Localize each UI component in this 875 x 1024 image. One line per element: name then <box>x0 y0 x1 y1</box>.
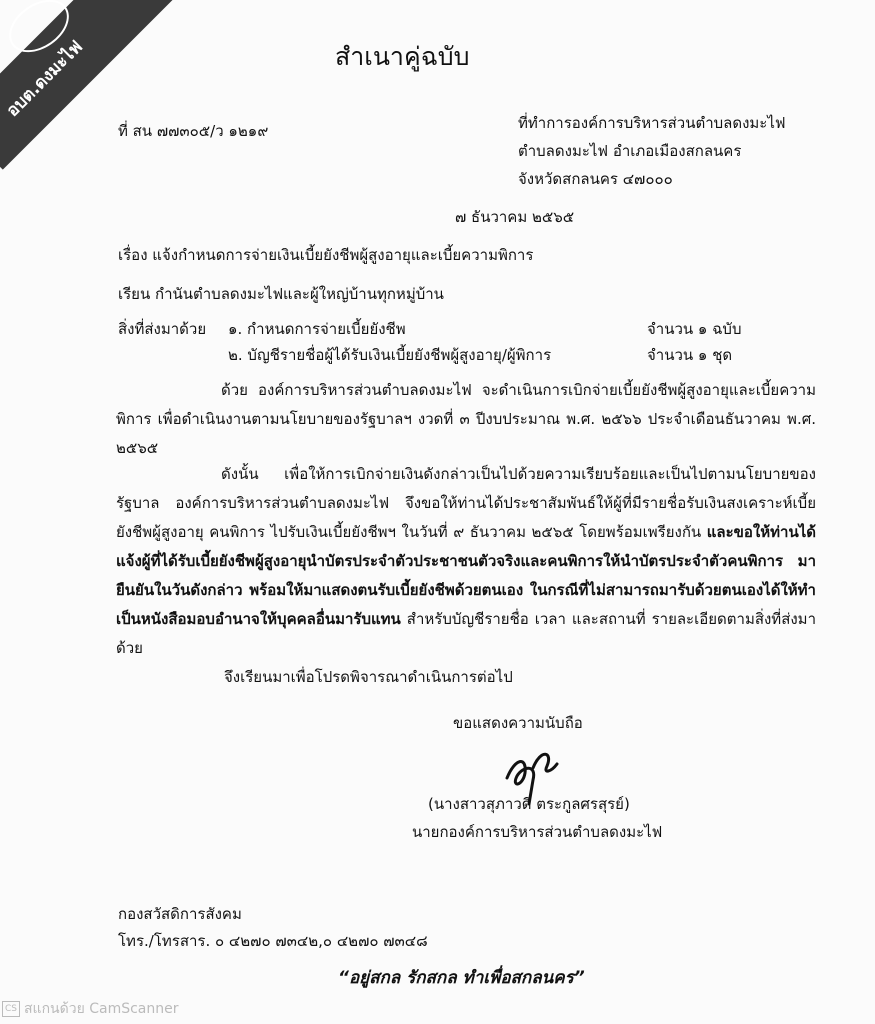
office-address-line-2: ตำบลดงมะไฟ อำเภอเมืองสกลนคร <box>518 142 742 160</box>
corner-stamp-text: อบต.ดงมะไฟ <box>2 36 87 121</box>
slogan: “อยู่สกล รักสกล ทำเพื่อสกลนคร” <box>338 968 585 988</box>
enclosure-qty-2: จำนวน ๑ ชุด <box>647 346 733 364</box>
enclosure-item-2: ๒. บัญชีรายชื่อผู้ได้รับเงินเบี้ยยังชีพผู้สูงอายุ/ผู้พิการ <box>228 346 552 364</box>
salutation: ขอแสดงความนับถือ <box>453 714 583 732</box>
body-paragraph-1: ด้วย องค์การบริหารส่วนตำบลดงมะไฟ จะดำเนินการเบิกจ่ายเบี้ยยังชีพผู้สูงอายุและเบี้ยความพิการ เพื่อดำเนินงานตามนโยบายของรัฐบาลฯ งวดที่ ๓ ปีงบประมาณ พ.ศ. ๒๕๖๖ ประจำเดือนธันวาคม พ.ศ. ๒๕๖๕ <box>116 381 816 457</box>
paragraph-2-emphasis: และขอให้ท่านได้แจ้งผู้ที่ได้รับเบี้ยยังชีพผู้สูงอายุนำบัตรประจำตัวประชาชนตัวจริงและคนพิการให้นำบัตรประจำตัวคนพิการ มายืนยันในวันดังกล่าว พร้อมให้มาแสดงตนรับเบี้ยยังชีพด้วยตนเอง ในกรณีที่ไม่สามารถมารับด้วยตนเองได้ให้ทำเป็นหนังสือมอบอำนาจให้บุคคลอื่นมารับแทน <box>116 523 816 628</box>
copy-title: สำเนาคู่ฉบับ <box>335 42 470 71</box>
phone-fax: โทร./โทรสาร. ๐ ๔๒๗๐ ๗๓๔๒,๐ ๔๒๗๐ ๗๓๔๘ <box>118 932 428 950</box>
camscanner-icon: CS <box>2 1001 20 1017</box>
scanner-watermark <box>2 998 179 1020</box>
enclosure-label: สิ่งที่ส่งมาด้วย <box>118 320 207 338</box>
recipient: เรียน กำนันตำบลดงมะไฟและผู้ใหญ่บ้านทุกหมู่บ้าน <box>118 285 444 303</box>
signer-title: นายกองค์การบริหารส่วนตำบลดงมะไฟ <box>412 823 663 841</box>
signer-name: (นางสาวสุภาวดี ตระกูลศรสุรย์) <box>428 795 630 813</box>
enclosure-qty-1: จำนวน ๑ ฉบับ <box>647 320 742 338</box>
office-address-line-3: จังหวัดสกลนคร ๔๗๐๐๐ <box>518 170 673 188</box>
body-paragraph-2 <box>116 460 816 663</box>
closing-request: จึงเรียนมาเพื่อโปรดพิจารณาดำเนินการต่อไป <box>224 668 513 686</box>
paragraph-2-tail: สำหรับบัญชีรายชื่อ เวลา และสถานที่ รายละเอียดตามสิ่งที่ส่งมาด้วย <box>116 610 816 657</box>
document-date: ๗ ธันวาคม ๒๕๖๕ <box>455 208 575 226</box>
document-number: ที่ สน ๗๗๓๐๕/ว ๑๒๑๙ <box>118 122 269 140</box>
scanner-note: สแกนด้วย CamScanner <box>24 1001 179 1017</box>
enclosure-item-1: ๑. กำหนดการจ่ายเบี้ยยังชีพ <box>228 320 406 338</box>
subject: เรื่อง แจ้งกำหนดการจ่ายเงินเบี้ยยังชีพผู้สูงอายุและเบี้ยความพิการ <box>118 246 534 264</box>
office-address-line-1: ที่ทำการองค์การบริหารส่วนตำบลดงมะไฟ <box>518 114 786 132</box>
paragraph-2-text: ดังนั้น เพื่อให้การเบิกจ่ายเงินดังกล่าวเป็นไปด้วยความเรียบร้อยและเป็นไปตามนโยบายของรัฐบาล องค์การบริหารส่วนตำบลดงมะไฟ จึงขอให้ท่านได้ประชาสัมพันธ์ให้ผู้ที่มีรายชื่อรับเงินสงเคราะห์เบี้ยยังชีพผู้สูงอายุ คนพิการ ไปรับเงินเบี้ยยังชีพฯ ในวันที่ ๙ ธันวาคม ๒๕๖๕ โดยพร้อมเพรียงกัน <box>116 465 816 541</box>
department: กองสวัสดิการสังคม <box>118 905 242 923</box>
